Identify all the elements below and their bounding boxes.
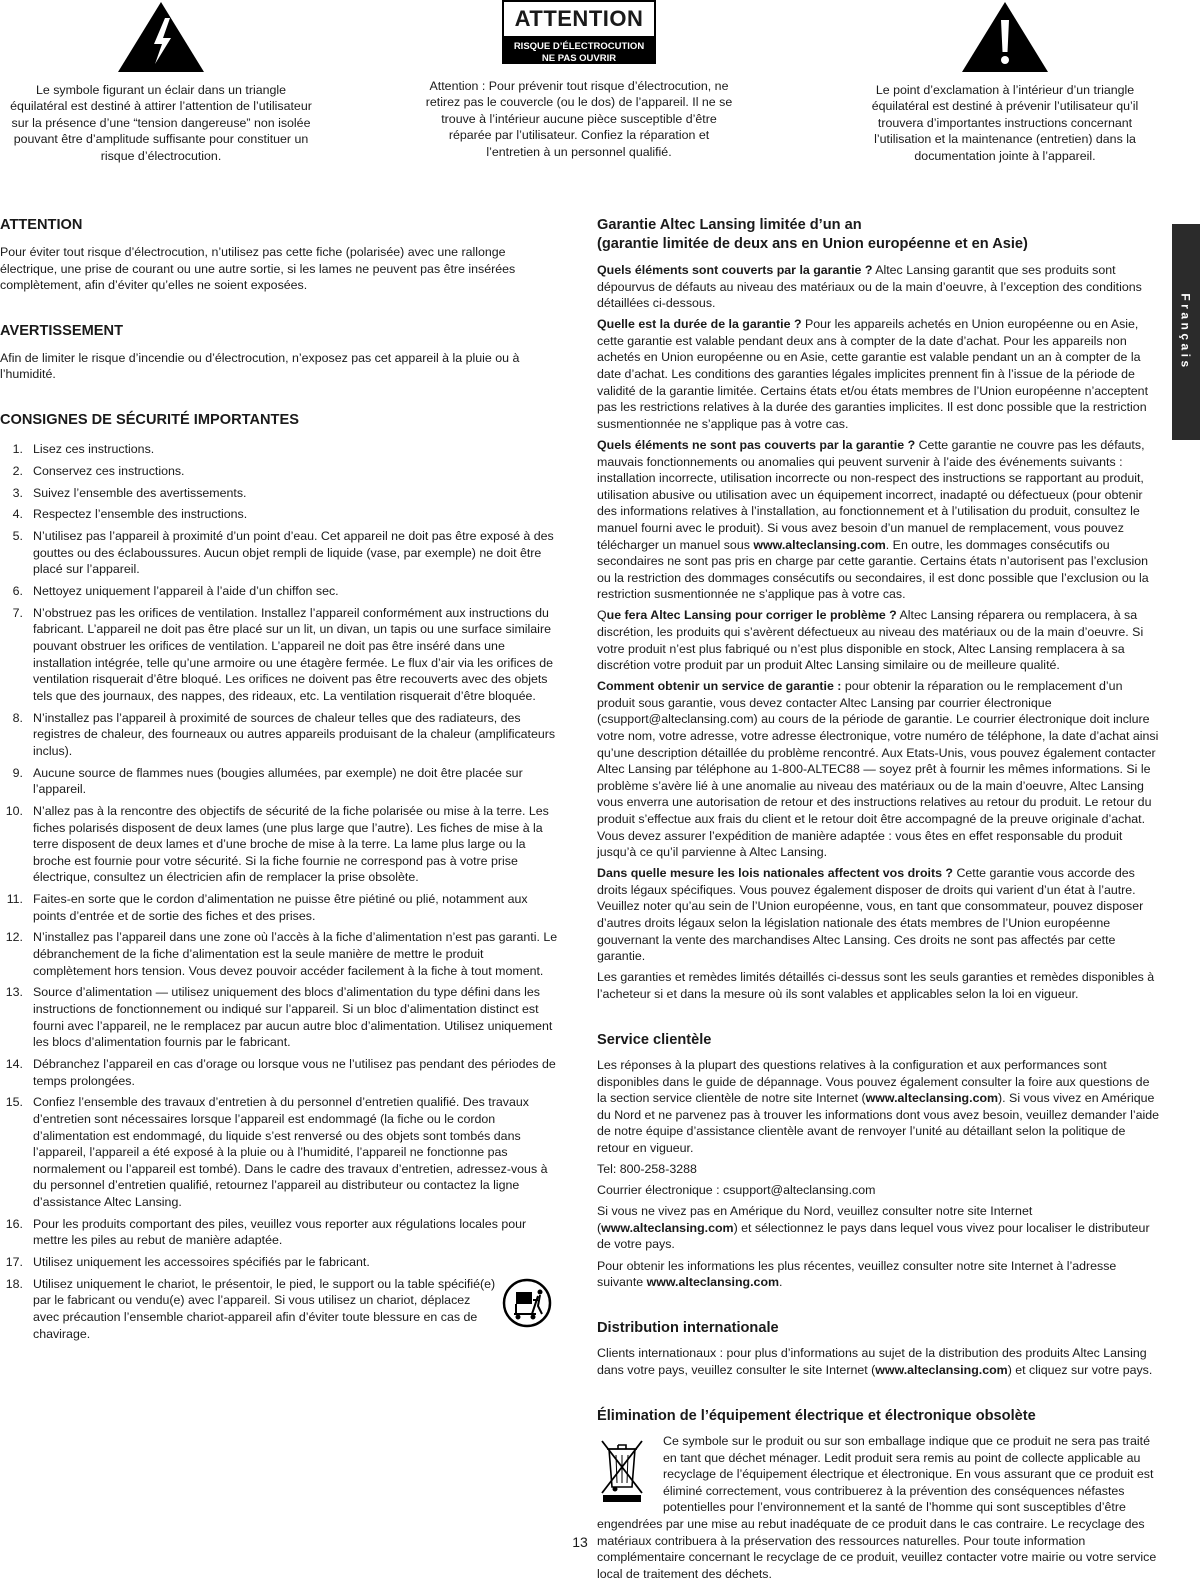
safety-item-text: N’obstruez pas les orifices de ventilation. Installez l’appareil conformément aux instructions du fabricant. L’appareil ne doit pas être placé sur un lit, un divan, un tapis ou une surface similaire pouvant obstruer les orifices de ventilation. L’appareil ne doit pas être inséré dans une installation intégrée, telle qu’une armoire ou une étagère fermée. Le flux d’air via les orifices de ventilation risquerait d’être bloqué. Les orifices ne doivent pas être recouverts avec des objets tels que des journaux, des nappes, des rideaux, etc. La ventilation risquerait d’être bloquée. (33, 605, 554, 703)
website-link[interactable]: www.alteclansing.com (865, 1091, 999, 1106)
question-label: Quelle est la durée de la garantie ? (597, 317, 802, 332)
safety-item-number: 18. (5, 1276, 23, 1291)
safety-item-number: 3. (12, 485, 23, 500)
paragraph-text: . (779, 1275, 783, 1290)
warning-body: Afin de limiter le risque d’incendie ou d’électrocution, n’exposez pas cet appareil à la pluie ou à l’humidité. (0, 350, 520, 382)
safety-item (0, 506, 560, 523)
safety-item (0, 485, 560, 502)
warning-heading: AVERTISSEMENT (0, 322, 123, 339)
safety-list (0, 441, 560, 1271)
safety-item-number: 14. (5, 1057, 23, 1071)
warranty-heading-line2: (garantie limitée de deux ans en Union européenne et en Asie) (597, 236, 1028, 252)
answer-text: Pour les appareils achetés en Union européenne ou en Asie, cette garantie est valable pendant deux ans à compter de la date d’achat. Pour les appareils non achetés en Union européenne ou en Asie, cette garantie est valable pendant un an à compter de la date d’achat. Les conditions des garanties légales implicites prennent fin à l’issue de la période de validité de la garantie limitée. Certains états et/ou états membres de l’Union européenne n’acceptent pas les restrictions relatives à la durée des garanties implicites. Il est donc possible que la restriction susmentionnée ne s’applique pas à votre cas. (597, 317, 1149, 431)
safety-item (0, 441, 560, 458)
safety-item (0, 765, 560, 798)
exclamation-symbol-block (860, 0, 1150, 164)
lightning-symbol-text: Le symbole figurant un éclair dans un triangle équilatéral est destiné à attirer l’attention de l’utilisateur sur la présence d’une “tension dangereuse” non isolée pouvant être d’amplitude suffisante pour constituer un risque d’électrocution. (10, 83, 312, 163)
question-label-start: Q (597, 608, 607, 623)
attention-label-subtitle (502, 38, 656, 64)
lightning-warning-icon (116, 0, 206, 74)
safety-item-text: N’installez pas l’appareil dans une zone où l’accès à la fiche d’alimentation n’est pas garanti. Le débranchement de la fiche d’alimentation est la seule manière de mettre le produit complètement hors tension. Vous devez pouvoir accéder facilement à la fiche à tout moment. (33, 930, 558, 978)
question-label: Quels éléments sont couverts par la garantie ? (597, 263, 873, 277)
safety-item (0, 803, 560, 886)
warranty-heading-line1: Garantie Altec Lansing limitée d’un an (597, 217, 862, 233)
paragraph-text: Les réponses à la plupart des questions relatives à la configuration et aux performances sont disponibles dans le guide de dépannage. Vous pouvez également consulter la foire aux questions de la section service clientèle de notre site Internet ( (597, 1058, 1150, 1106)
left-column (0, 216, 560, 1342)
exclamation-warning-icon (960, 0, 1050, 74)
safety-item-text: Utilisez uniquement les accessoires spécifiés par le fabricant. (33, 1255, 370, 1270)
paragraph-text: ) et cliquez sur votre pays. (1007, 1362, 1153, 1377)
safety-item (0, 528, 560, 578)
safety-item (0, 583, 560, 600)
safety-item-18 (0, 1276, 560, 1342)
safety-item-text: Suivez l’ensemble des avertissements. (33, 485, 247, 500)
safety-item-number: 11. (6, 892, 23, 907)
safety-item (0, 929, 560, 979)
answer-text: pour obtenir la réparation ou le remplacement d’un produit sous garantie, vous devez contacter Altec Lansing par courrier électronique (csupport@alteclansing.com) au cours de la période de garantie. Le courrier électronique doit inclure votre nom, votre adresse, votre adresse électronique, votre numéro de téléphone, la date d’achat ainsi qu’une description détaillée du problème rencontré. Aux Etats-Unis, vous pouvez également contacter Altec Lansing par téléphone au 1-800-ALTEC88 — soyez prêt à fournir les mêmes informations. Si le problème s’avère lié à une anomalie au niveau des matériaux ou de la main d’oeuvre, Altec Lansing vous enverra une autorisation de retour et des instructions relatives au retour du produit. Le retour du produit s’effectue aux frais du client et le retour doit être accompagné de la preuve originale d’achat. Vous devez assurer l’expédition de manière adaptée : vous êtes en effet responsable du produit jusqu’à ce qu’il parvienne à Altec Lansing. (597, 679, 1159, 860)
attention-label-block (424, 0, 734, 160)
question-label: ue fera Altec Lansing pour corriger le problème ? (606, 608, 897, 623)
question-label: Dans quelle mesure les lois nationales affectent vos droits ? (597, 866, 953, 881)
attention-label (502, 0, 656, 64)
safety-item-number: 13. (5, 985, 23, 1000)
website-link[interactable]: www.alteclansing.com (875, 1362, 1008, 1377)
service-paragraph-3 (597, 1258, 1161, 1291)
paragraph-text: Clients internationaux : pour plus d’informations au sujet de la distribution des produits Altec Lansing dans votre pays, veuillez consulter le site Internet ( (597, 1346, 1147, 1377)
safety-item-text: Utilisez uniquement le chariot, le présentoir, le pied, le support ou la table spécifié(e) par le fabricant ou vendu(e) avec l’appareil. Si vous utilisez un chariot, déplacez avec précaution l’ensemble chariot-appareil afin d’éviter toute blessure en cas de chavirage. (33, 1276, 496, 1341)
safety-item-number: 10. (5, 803, 23, 818)
lightning-symbol-block (6, 0, 316, 164)
safety-item-text: Confiez l’ensemble des travaux d’entretien à du personnel d’entretien qualifié. Des travaux d’entretien sont nécessaires lorsque l’appareil est endommagé (la fiche ou le cordon d’alimentation est endommagé, du liquide s’est renversé ou des objets sont tombés dans l’appareil, l’appareil a été exposé à la pluie ou à l’humidité, l’appareil ne fonctionne pas normalement ou l’appareil est tombé). Dans le cadre des travaux d’entretien, adressez-vous à du personnel d’entretien qualifié, retournez l’appareil au distributeur ou contactez la ligne d’assistance Altec Lansing. (33, 1095, 548, 1209)
safety-item (0, 1056, 560, 1089)
safety-item-text: Aucune source de flammes nues (bougies allumées, par exemple) ne doit être placée sur l’appareil. (33, 765, 523, 797)
language-side-tab-label: Français (1179, 293, 1194, 371)
weee-text: Ce symbole sur le produit ou sur son emballage indique que ce produit ne sera pas traité en tant que déchet ménager. Ledit produit sera remis au point de collecte applicable au recyclage de l’équipement électrique et électronique. En vous assurant que ce produit est éliminé correctement, vous contribuerez à la prévention des conséquences néfastes potentielles pour l’environnement et la santé de l’homme qui sont susceptibles d’être engendrées par une mise au rebut inadéquate de ce produit dans le cas contraire. Le recyclage des matériaux contribuera à la préservation des ressources naturelles. Pour toute information complémentaire concernant le recyclage de ce produit, veuillez contacter votre mairie ou votre service local de traitement des déchets. (597, 1433, 1157, 1581)
website-link[interactable]: www.alteclansing.com (646, 1275, 780, 1290)
attention-body: Pour éviter tout risque d’électrocution, n’utilisez pas cette fiche (polarisée) avec une rallonge électrique, une prise de courant ou une autre sortie, si les lames ne peuvent pas être insérées complètement, afin d’éviter qu’elles ne soient exposées. (0, 245, 516, 293)
distribution-heading: Distribution internationale (597, 1320, 779, 1337)
answer-text: Cette garantie vous accorde des droits légaux spécifiques. Vous pouvez également disposer de droits qui varient d’un état à l’autre. Veuillez noter qu’au sein de l’Union européenne, vous, en tant que consommateur, pouvez disposer d’autres droits légaux selon la législation nationale des états membres de l’Union européenne gouvernant la vente des marchandises Altec Lansing. Ces droits ne sont pas affectés par cette garantie. (597, 866, 1144, 964)
safety-item (0, 710, 560, 760)
answer-text: . En outre, les dommages consécutifs ou secondaires ne sont pas pris en charge par cette garantie. Certains états n’autorisent pas l’exclusion ou la restriction des dommages consécutifs ou secondaires, il est donc possible que l’exclusion ou la restriction susmentionnée ne s’applique pas à votre cas. (597, 537, 1149, 602)
safety-item-text: Pour les produits comportant des piles, veuillez vous reporter aux régulations locales pour mettre les piles au rebut de manière adaptée. (33, 1216, 527, 1248)
weee-heading: Élimination de l’équipement électrique et électronique obsolète (597, 1407, 1036, 1424)
safety-item-number: 2. (12, 463, 23, 478)
safety-item-text: Source d’alimentation — utilisez uniquement des blocs d’alimentation du type défini dans les instructions de fonctionnement ou indiqué sur l’appareil. Si un bloc d’alimentation distinct est fourni avec l’appareil, ne le remplacez par aucun autre bloc d’alimentation. Utilisez uniquement les blocs d’alimentation fournis par le fabricant. (33, 985, 553, 1050)
safety-item-number: 17. (5, 1255, 23, 1270)
safety-item-text: Conservez ces instructions. (33, 463, 185, 478)
language-side-tab (1172, 224, 1200, 440)
safety-item-text: Respectez l’ensemble des instructions. (33, 507, 248, 522)
safety-item-number: 1. (12, 441, 23, 456)
paragraph-text: ) et sélectionnez le pays dans lequel vous vivez pour localiser le distributeur de votre pays. (597, 1220, 1150, 1252)
weee-block (597, 1433, 1161, 1582)
paragraph-text: Si vous ne vivez pas en Amérique du Nord, veuillez consulter notre site Internet ( (597, 1204, 1033, 1235)
customer-service-heading: Service clientèle (597, 1032, 712, 1049)
exclamation-symbol-text: Le point d’exclamation à l’intérieur d’un triangle équilatéral est destiné à prévenir l’utilisateur qu’il trouvera d’importantes instructions concernant l’utilisation et la maintenance (entretien) dans la documentation jointe à l’appareil. (871, 83, 1139, 163)
service-paragraph-2 (597, 1203, 1161, 1253)
attention-label-line2: NE PAS OUVRIR (541, 52, 617, 64)
attention-label-title: ATTENTION (502, 0, 656, 38)
safety-item-number: 16. (5, 1216, 23, 1231)
safety-item-number: 9. (12, 765, 23, 780)
attention-heading: ATTENTION (0, 217, 83, 233)
safety-item-number: 7. (12, 605, 23, 620)
answer-text: Cette garantie ne couvre pas les défauts, mauvais fonctionnements ou anomalies qui peuvent survenir à l’aide des événements suivants : installation incorrecte, utilisation incorrecte ou non-respect des instructions se rapportant au produit, utilisation abusive ou utilisation avec un équipement incorrect, inadapté ou défectueux (pour obtenir des informations relatives à l’installation, au fonctionnement et à l’utilisation du produit, consultez le manuel fourni avec le produit). Si vous avez besoin d’un manuel de remplacement, vous pouvez télécharger un manuel sous (597, 437, 1145, 552)
safety-item-text: N’allez pas à la rencontre des objectifs de sécurité de la fiche polarisée ou mise à la terre. Les fiches polarisés disposent de deux lames (une plus large que l’autre). Les fiches de mise à la terre disposent de deux lames et d’une broche de mise à la terre. La lame plus large ou la broche est fournie pour votre sécurité. Si la fiche fournie ne correspond pas à votre prise électrique, consultez un électricien afin de remplacer la prise obsolète. (33, 803, 549, 885)
service-email: Courrier électronique : csupport@alteclansing.com (597, 1183, 876, 1198)
right-column (597, 216, 1161, 1587)
answer-text: Altec Lansing garantit que ses produits sont dépourvus de défauts au niveau des matériaux ou de la main d’oeuvre, à l’exception des conditions détaillées ci-dessous. (597, 263, 1142, 311)
cart-tipover-warning-icon (502, 1278, 552, 1328)
service-paragraph-1 (597, 1057, 1161, 1157)
warranty-service (597, 678, 1161, 861)
warranty-duration (597, 316, 1161, 432)
warranty-remedy (597, 607, 1161, 673)
page-number: 13 (572, 1534, 588, 1550)
safety-item-number: 8. (12, 710, 23, 725)
warranty-heading (597, 216, 1161, 254)
warranty-final-note: Les garanties et remèdes limités détaillés ci-dessus sont les seuls garanties et remèdes disponibles à l’acheteur si et dans la mesure où ils sont valables et applicables selon la loi en vigueur. (597, 970, 1155, 1001)
question-label: Comment obtenir un service de garantie : (597, 679, 842, 694)
safety-item-text: N’utilisez pas l’appareil à proximité d’un point d’eau. Cet appareil ne doit pas être exposé à des gouttes ou des éclaboussures. Aucun objet rempli de liquide (vase, par exemple) ne doit être placé sur l’appareil. (33, 529, 554, 577)
warranty-national-laws (597, 865, 1161, 965)
safety-item-number: 12. (5, 930, 23, 945)
website-link[interactable]: www.alteclansing.com (753, 537, 886, 552)
crossed-out-bin-icon (599, 1437, 645, 1503)
safety-item-text: Débranchez l’appareil en cas d’orage ou lorsque vous ne l’utilisez pas pendant des périodes de temps prolongées. (33, 1057, 556, 1088)
safety-item (0, 984, 560, 1050)
safety-item-text: N’installez pas l’appareil à proximité de sources de chaleur telles que des radiateurs, des registres de chaleur, des fourneaux ou autres appareils produisant de la chaleur (amplificateurs inclus). (33, 710, 556, 758)
safety-heading: CONSIGNES DE SÉCURITÉ IMPORTANTES (0, 411, 299, 428)
paragraph-text: ). Si vous vivez en Amérique du Nord et ne parvenez pas à trouver les informations dont vous avez besoin, veuillez demander l’aide de notre équipe d’assistance clientèle avant de renvoyer l’unité au détaillant selon la politique de retour en vigueur. (597, 1091, 1160, 1155)
safety-item (0, 1216, 560, 1249)
attention-label-line1: RISQUE D’ÉLECTROCUTION (513, 41, 645, 52)
safety-item (0, 1254, 560, 1271)
safety-item-number: 4. (12, 507, 23, 522)
safety-item (0, 605, 560, 705)
warranty-exclusions (597, 437, 1161, 603)
safety-item (0, 1094, 560, 1210)
safety-item-number: 15. (5, 1095, 23, 1110)
question-label: Quels éléments ne sont pas couverts par la garantie ? (597, 437, 916, 452)
safety-item-number: 6. (12, 584, 23, 599)
paragraph-text: Pour obtenir les informations les plus récentes, veuillez consulter notre site Internet à l’adresse suivante (597, 1258, 1117, 1290)
attention-symbol-text: Attention : Pour prévenir tout risque d’électrocution, ne retirez pas le couvercle (ou le dos) de l’appareil. Il ne se trouve à l’intérieur aucune pièce susceptible d’être réparée par l’utilisateur. Confiez la réparation et l’entretien à un personnel qualifié. (425, 79, 733, 159)
answer-text: Altec Lansing réparera ou remplacera, à sa discrétion, les produits qui s’avèrent défectueux au niveau des matériaux ou de la main d’oeuvre. Si votre produit n’est plus fabriqué ou n’est plus disponible en stock, Altec Lansing remplacera à sa discrétion votre produit par un produit Altec Lansing similaire ou de meilleure qualité. (597, 608, 1144, 673)
distribution-paragraph (597, 1345, 1161, 1378)
safety-item-text: Lisez ces instructions. (33, 441, 155, 456)
safety-item (0, 891, 560, 924)
website-link[interactable]: www.alteclansing.com (601, 1220, 734, 1235)
service-phone: Tel: 800-258-3288 (597, 1162, 697, 1177)
safety-item-text: Nettoyez uniquement l’appareil à l’aide d’un chiffon sec. (33, 584, 339, 599)
safety-item-text: Faites-en sorte que le cordon d’alimentation ne puisse être piétiné ou plié, notamment aux points d’entrée et de sortie des fiches et des prises. (33, 892, 528, 923)
safety-item-number: 5. (12, 529, 23, 544)
warranty-coverage (597, 262, 1161, 312)
safety-item (0, 463, 560, 480)
